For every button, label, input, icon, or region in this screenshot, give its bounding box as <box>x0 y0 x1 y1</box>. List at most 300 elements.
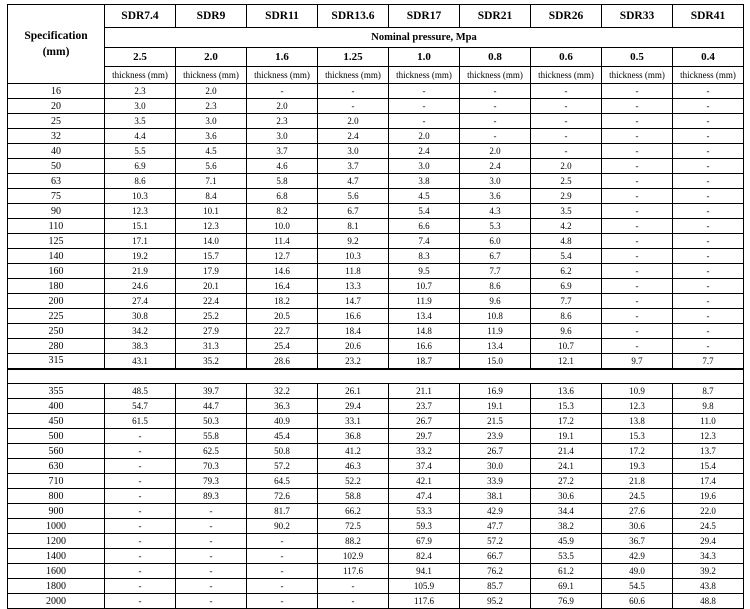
thickness-cell: 33.2 <box>389 444 460 459</box>
group-separator <box>8 369 744 384</box>
thickness-cell: 8.1 <box>318 219 389 234</box>
table-row <box>8 474 744 489</box>
thickness-cell: - <box>247 534 318 549</box>
thickness-cell: - <box>673 174 744 189</box>
thickness-cell: 2.3 <box>247 114 318 129</box>
table-row <box>8 99 744 114</box>
spec-cell: 280 <box>8 339 105 354</box>
thickness-cell: - <box>673 159 744 174</box>
thickness-cell: 18.2 <box>247 294 318 309</box>
thickness-cell: 47.4 <box>389 489 460 504</box>
spec-cell: 25 <box>8 114 105 129</box>
thickness-cell: - <box>176 594 247 609</box>
thickness-cell: 14.8 <box>389 324 460 339</box>
thickness-unit-label: thickness (mm) <box>318 67 389 84</box>
thickness-cell: - <box>105 444 176 459</box>
spec-cell: 1800 <box>8 579 105 594</box>
thickness-cell: 4.7 <box>318 174 389 189</box>
thickness-cell: - <box>602 309 673 324</box>
thickness-cell: 9.6 <box>460 294 531 309</box>
thickness-cell: 13.8 <box>602 414 673 429</box>
thickness-cell: 11.9 <box>460 324 531 339</box>
thickness-cell: 4.5 <box>176 144 247 159</box>
thickness-cell: 90.2 <box>247 519 318 534</box>
thickness-cell: 15.7 <box>176 249 247 264</box>
thickness-cell: 70.3 <box>176 459 247 474</box>
thickness-cell: 42.9 <box>460 504 531 519</box>
thickness-cell: - <box>105 534 176 549</box>
thickness-cell: 3.0 <box>105 99 176 114</box>
table-row <box>8 324 744 339</box>
thickness-cell: 43.1 <box>105 354 176 369</box>
thickness-cell: 21.4 <box>531 444 602 459</box>
thickness-cell: 15.4 <box>673 459 744 474</box>
thickness-cell: 72.6 <box>247 489 318 504</box>
thickness-cell: 6.8 <box>247 189 318 204</box>
pressure-value: 0.4 <box>673 48 744 67</box>
thickness-cell: - <box>673 324 744 339</box>
table-row <box>8 234 744 249</box>
thickness-cell: - <box>673 114 744 129</box>
thickness-cell: 19.1 <box>460 399 531 414</box>
table-row <box>8 129 744 144</box>
thickness-cell: - <box>105 504 176 519</box>
spec-cell: 140 <box>8 249 105 264</box>
thickness-cell: 23.2 <box>318 354 389 369</box>
thickness-cell: 24.1 <box>531 459 602 474</box>
thickness-cell: 39.2 <box>673 564 744 579</box>
thickness-cell: 54.7 <box>105 399 176 414</box>
thickness-cell: - <box>105 429 176 444</box>
pipe-thickness-table <box>7 4 744 609</box>
thickness-cell: 13.7 <box>673 444 744 459</box>
spec-cell: 32 <box>8 129 105 144</box>
thickness-cell: - <box>602 234 673 249</box>
thickness-cell: 3.7 <box>318 159 389 174</box>
thickness-cell: 26.7 <box>460 444 531 459</box>
thickness-cell: 14.7 <box>318 294 389 309</box>
thickness-cell: 24.6 <box>105 279 176 294</box>
thickness-cell: 17.2 <box>602 444 673 459</box>
thickness-cell: 9.7 <box>602 354 673 369</box>
thickness-cell: 6.9 <box>531 279 602 294</box>
thickness-cell: 6.9 <box>105 159 176 174</box>
thickness-cell: 16.4 <box>247 279 318 294</box>
thickness-cell: 17.1 <box>105 234 176 249</box>
thickness-cell: - <box>105 519 176 534</box>
thickness-cell: 8.2 <box>247 204 318 219</box>
thickness-unit-label: thickness (mm) <box>602 67 673 84</box>
thickness-cell: 82.4 <box>389 549 460 564</box>
spec-cell: 900 <box>8 504 105 519</box>
thickness-cell: 2.3 <box>176 99 247 114</box>
thickness-cell: - <box>673 189 744 204</box>
thickness-cell: 64.5 <box>247 474 318 489</box>
thickness-cell: 21.5 <box>460 414 531 429</box>
thickness-cell: 117.6 <box>318 564 389 579</box>
thickness-cell: - <box>673 234 744 249</box>
thickness-cell: 3.8 <box>389 174 460 189</box>
thickness-cell: 62.5 <box>176 444 247 459</box>
table-row <box>8 84 744 99</box>
spec-cell: 50 <box>8 159 105 174</box>
table-row <box>8 549 744 564</box>
thickness-cell: - <box>602 84 673 99</box>
thickness-cell: 2.3 <box>105 84 176 99</box>
thickness-cell: 3.0 <box>318 144 389 159</box>
sdr-header: SDR41 <box>673 5 744 28</box>
thickness-cell: 13.4 <box>460 339 531 354</box>
spec-cell: 560 <box>8 444 105 459</box>
pressure-value: 2.0 <box>176 48 247 67</box>
thickness-cell: 81.7 <box>247 504 318 519</box>
specification-header-line2: (mm) <box>42 46 70 58</box>
thickness-cell: - <box>602 129 673 144</box>
thickness-cell: 13.4 <box>389 309 460 324</box>
spec-cell: 630 <box>8 459 105 474</box>
thickness-cell: 13.3 <box>318 279 389 294</box>
thickness-cell: 8.4 <box>176 189 247 204</box>
separator-line <box>8 369 744 384</box>
thickness-cell: 54.5 <box>602 579 673 594</box>
thickness-cell: 10.3 <box>105 189 176 204</box>
sdr-header-row <box>8 5 744 28</box>
thickness-cell: 10.0 <box>247 219 318 234</box>
thickness-cell: - <box>176 504 247 519</box>
spec-cell: 315 <box>8 354 105 369</box>
thickness-cell: - <box>673 99 744 114</box>
spec-cell: 125 <box>8 234 105 249</box>
thickness-cell: - <box>318 594 389 609</box>
spec-cell: 20 <box>8 99 105 114</box>
thickness-cell: - <box>673 294 744 309</box>
thickness-cell: 72.5 <box>318 519 389 534</box>
thickness-cell: 6.0 <box>460 234 531 249</box>
pressure-value: 0.8 <box>460 48 531 67</box>
thickness-cell: 55.8 <box>176 429 247 444</box>
thickness-cell: 12.1 <box>531 354 602 369</box>
thickness-cell: - <box>602 114 673 129</box>
thickness-cell: 5.6 <box>176 159 247 174</box>
thickness-cell: 37.4 <box>389 459 460 474</box>
table-row <box>8 519 744 534</box>
thickness-cell: 22.0 <box>673 504 744 519</box>
thickness-cell: 2.0 <box>460 144 531 159</box>
thickness-cell: - <box>673 279 744 294</box>
nominal-pressure-row <box>8 28 744 48</box>
thickness-unit-label: thickness (mm) <box>105 67 176 84</box>
thickness-cell: 57.2 <box>247 459 318 474</box>
thickness-cell: - <box>460 114 531 129</box>
thickness-cell: 36.8 <box>318 429 389 444</box>
thickness-cell: 47.7 <box>460 519 531 534</box>
pressure-value: 1.0 <box>389 48 460 67</box>
thickness-cell: 5.3 <box>460 219 531 234</box>
thickness-cell: 12.3 <box>176 219 247 234</box>
thickness-cell: 2.4 <box>318 129 389 144</box>
table-row <box>8 534 744 549</box>
thickness-cell: 102.9 <box>318 549 389 564</box>
table-row <box>8 219 744 234</box>
thickness-cell: 61.2 <box>531 564 602 579</box>
thickness-cell: 8.7 <box>673 384 744 399</box>
table-row <box>8 429 744 444</box>
thickness-cell: 2.5 <box>531 174 602 189</box>
thickness-cell: 79.3 <box>176 474 247 489</box>
thickness-cell: - <box>602 339 673 354</box>
thickness-unit-row <box>8 67 744 84</box>
thickness-cell: 10.1 <box>176 204 247 219</box>
thickness-cell: 33.9 <box>460 474 531 489</box>
thickness-unit-label: thickness (mm) <box>673 67 744 84</box>
spec-cell: 1400 <box>8 549 105 564</box>
thickness-cell: 6.7 <box>460 249 531 264</box>
thickness-cell: - <box>602 219 673 234</box>
thickness-cell: - <box>460 129 531 144</box>
thickness-cell: - <box>176 564 247 579</box>
thickness-cell: 52.2 <box>318 474 389 489</box>
thickness-cell: 53.5 <box>531 549 602 564</box>
table-row <box>8 564 744 579</box>
thickness-cell: 59.3 <box>389 519 460 534</box>
thickness-cell: 3.5 <box>531 204 602 219</box>
thickness-cell: 17.2 <box>531 414 602 429</box>
thickness-cell: 18.7 <box>389 354 460 369</box>
thickness-cell: - <box>602 204 673 219</box>
thickness-cell: 10.9 <box>602 384 673 399</box>
pressure-value: 1.6 <box>247 48 318 67</box>
spec-cell: 63 <box>8 174 105 189</box>
thickness-cell: 3.6 <box>460 189 531 204</box>
thickness-cell: 30.8 <box>105 309 176 324</box>
thickness-cell: - <box>247 84 318 99</box>
thickness-cell: - <box>318 579 389 594</box>
thickness-cell: 2.0 <box>531 159 602 174</box>
thickness-cell: 12.3 <box>673 429 744 444</box>
thickness-cell: - <box>531 84 602 99</box>
thickness-cell: 22.7 <box>247 324 318 339</box>
table-row <box>8 459 744 474</box>
thickness-cell: 8.6 <box>531 309 602 324</box>
spec-cell: 1200 <box>8 534 105 549</box>
sdr-header: SDR33 <box>602 5 673 28</box>
thickness-cell: - <box>602 279 673 294</box>
thickness-cell: 5.6 <box>318 189 389 204</box>
thickness-cell: 19.3 <box>602 459 673 474</box>
thickness-cell: 27.2 <box>531 474 602 489</box>
thickness-cell: - <box>105 489 176 504</box>
thickness-cell: 21.1 <box>389 384 460 399</box>
spec-cell: 180 <box>8 279 105 294</box>
thickness-cell: 3.0 <box>389 159 460 174</box>
table-row <box>8 594 744 609</box>
sdr-header: SDR26 <box>531 5 602 28</box>
thickness-cell: - <box>602 144 673 159</box>
table-row <box>8 579 744 594</box>
thickness-cell: 29.4 <box>673 534 744 549</box>
thickness-cell: 3.0 <box>247 129 318 144</box>
nominal-pressure-label: Nominal pressure, Mpa <box>105 28 744 48</box>
thickness-cell: 34.4 <box>531 504 602 519</box>
thickness-cell: - <box>531 114 602 129</box>
thickness-cell: 2.4 <box>389 144 460 159</box>
pressure-value: 2.5 <box>105 48 176 67</box>
thickness-cell: 18.4 <box>318 324 389 339</box>
table-body-group-1 <box>8 84 744 369</box>
thickness-cell: 35.2 <box>176 354 247 369</box>
thickness-cell: 6.7 <box>318 204 389 219</box>
table-row <box>8 144 744 159</box>
thickness-cell: - <box>673 309 744 324</box>
spec-cell: 40 <box>8 144 105 159</box>
thickness-cell: - <box>105 594 176 609</box>
thickness-cell: - <box>105 564 176 579</box>
thickness-cell: - <box>673 339 744 354</box>
thickness-cell: 23.9 <box>460 429 531 444</box>
thickness-cell: - <box>673 129 744 144</box>
thickness-cell: 27.9 <box>176 324 247 339</box>
spec-cell: 250 <box>8 324 105 339</box>
thickness-cell: 20.6 <box>318 339 389 354</box>
thickness-cell: - <box>176 579 247 594</box>
thickness-cell: 41.2 <box>318 444 389 459</box>
thickness-cell: - <box>318 99 389 114</box>
thickness-cell: 7.7 <box>673 354 744 369</box>
table-row <box>8 339 744 354</box>
thickness-cell: 26.7 <box>389 414 460 429</box>
thickness-cell: 10.3 <box>318 249 389 264</box>
thickness-cell: 2.4 <box>460 159 531 174</box>
thickness-cell: 27.6 <box>602 504 673 519</box>
thickness-cell: 89.3 <box>176 489 247 504</box>
spec-cell: 1600 <box>8 564 105 579</box>
thickness-cell: 30.6 <box>531 489 602 504</box>
spec-cell: 400 <box>8 399 105 414</box>
thickness-cell: 19.6 <box>673 489 744 504</box>
spec-cell: 225 <box>8 309 105 324</box>
spec-cell: 110 <box>8 219 105 234</box>
thickness-cell: 3.7 <box>247 144 318 159</box>
thickness-cell: - <box>105 549 176 564</box>
thickness-cell: 42.1 <box>389 474 460 489</box>
thickness-cell: 60.6 <box>602 594 673 609</box>
thickness-cell: 50.8 <box>247 444 318 459</box>
thickness-cell: 21.8 <box>602 474 673 489</box>
thickness-cell: 69.1 <box>531 579 602 594</box>
thickness-cell: 13.6 <box>531 384 602 399</box>
thickness-cell: 19.2 <box>105 249 176 264</box>
thickness-cell: 57.2 <box>460 534 531 549</box>
thickness-cell: 11.9 <box>389 294 460 309</box>
sdr-header: SDR7.4 <box>105 5 176 28</box>
thickness-cell: - <box>389 114 460 129</box>
thickness-cell: 10.7 <box>389 279 460 294</box>
thickness-cell: - <box>318 84 389 99</box>
thickness-cell: - <box>247 564 318 579</box>
thickness-cell: 4.4 <box>105 129 176 144</box>
thickness-cell: 20.1 <box>176 279 247 294</box>
thickness-cell: 6.6 <box>389 219 460 234</box>
thickness-cell: 4.6 <box>247 159 318 174</box>
thickness-cell: - <box>460 99 531 114</box>
table-row <box>8 189 744 204</box>
thickness-cell: - <box>176 519 247 534</box>
spec-cell: 75 <box>8 189 105 204</box>
thickness-cell: 10.7 <box>531 339 602 354</box>
thickness-cell: 15.3 <box>531 399 602 414</box>
thickness-cell: - <box>389 84 460 99</box>
thickness-cell: - <box>247 549 318 564</box>
table-row <box>8 294 744 309</box>
thickness-cell: 2.0 <box>389 129 460 144</box>
thickness-cell: - <box>531 129 602 144</box>
thickness-cell: 27.4 <box>105 294 176 309</box>
thickness-cell: 5.8 <box>247 174 318 189</box>
thickness-cell: 9.2 <box>318 234 389 249</box>
thickness-cell: 7.7 <box>531 294 602 309</box>
thickness-cell: - <box>602 159 673 174</box>
thickness-cell: - <box>531 144 602 159</box>
thickness-cell: 17.4 <box>673 474 744 489</box>
thickness-cell: 76.2 <box>460 564 531 579</box>
thickness-cell: 4.2 <box>531 219 602 234</box>
thickness-cell: 9.5 <box>389 264 460 279</box>
thickness-cell: 12.3 <box>105 204 176 219</box>
spec-cell: 200 <box>8 294 105 309</box>
thickness-cell: 3.6 <box>176 129 247 144</box>
thickness-cell: - <box>673 84 744 99</box>
thickness-unit-label: thickness (mm) <box>460 67 531 84</box>
thickness-cell: 3.5 <box>105 114 176 129</box>
thickness-cell: 7.4 <box>389 234 460 249</box>
table-row <box>8 504 744 519</box>
thickness-cell: 94.1 <box>389 564 460 579</box>
thickness-cell: 88.2 <box>318 534 389 549</box>
thickness-cell: 22.4 <box>176 294 247 309</box>
thickness-cell: 8.6 <box>460 279 531 294</box>
table-row <box>8 399 744 414</box>
spec-cell: 90 <box>8 204 105 219</box>
thickness-cell: 48.8 <box>673 594 744 609</box>
thickness-cell: 43.8 <box>673 579 744 594</box>
thickness-cell: 66.7 <box>460 549 531 564</box>
thickness-cell: 9.6 <box>531 324 602 339</box>
pressure-value: 0.5 <box>602 48 673 67</box>
thickness-cell: 76.9 <box>531 594 602 609</box>
thickness-cell: 49.0 <box>602 564 673 579</box>
thickness-cell: 36.3 <box>247 399 318 414</box>
thickness-cell: - <box>247 579 318 594</box>
spec-cell: 160 <box>8 264 105 279</box>
thickness-unit-label: thickness (mm) <box>176 67 247 84</box>
thickness-cell: 85.7 <box>460 579 531 594</box>
table-row <box>8 174 744 189</box>
spec-cell: 500 <box>8 429 105 444</box>
thickness-cell: 15.0 <box>460 354 531 369</box>
table-row <box>8 354 744 369</box>
pressure-value: 0.6 <box>531 48 602 67</box>
thickness-cell: 42.9 <box>602 549 673 564</box>
thickness-cell: - <box>460 84 531 99</box>
thickness-cell: 2.9 <box>531 189 602 204</box>
thickness-cell: 33.1 <box>318 414 389 429</box>
thickness-cell: 44.7 <box>176 399 247 414</box>
thickness-cell: 4.3 <box>460 204 531 219</box>
thickness-cell: - <box>602 174 673 189</box>
thickness-cell: 34.2 <box>105 324 176 339</box>
thickness-cell: 9.8 <box>673 399 744 414</box>
thickness-cell: 39.7 <box>176 384 247 399</box>
